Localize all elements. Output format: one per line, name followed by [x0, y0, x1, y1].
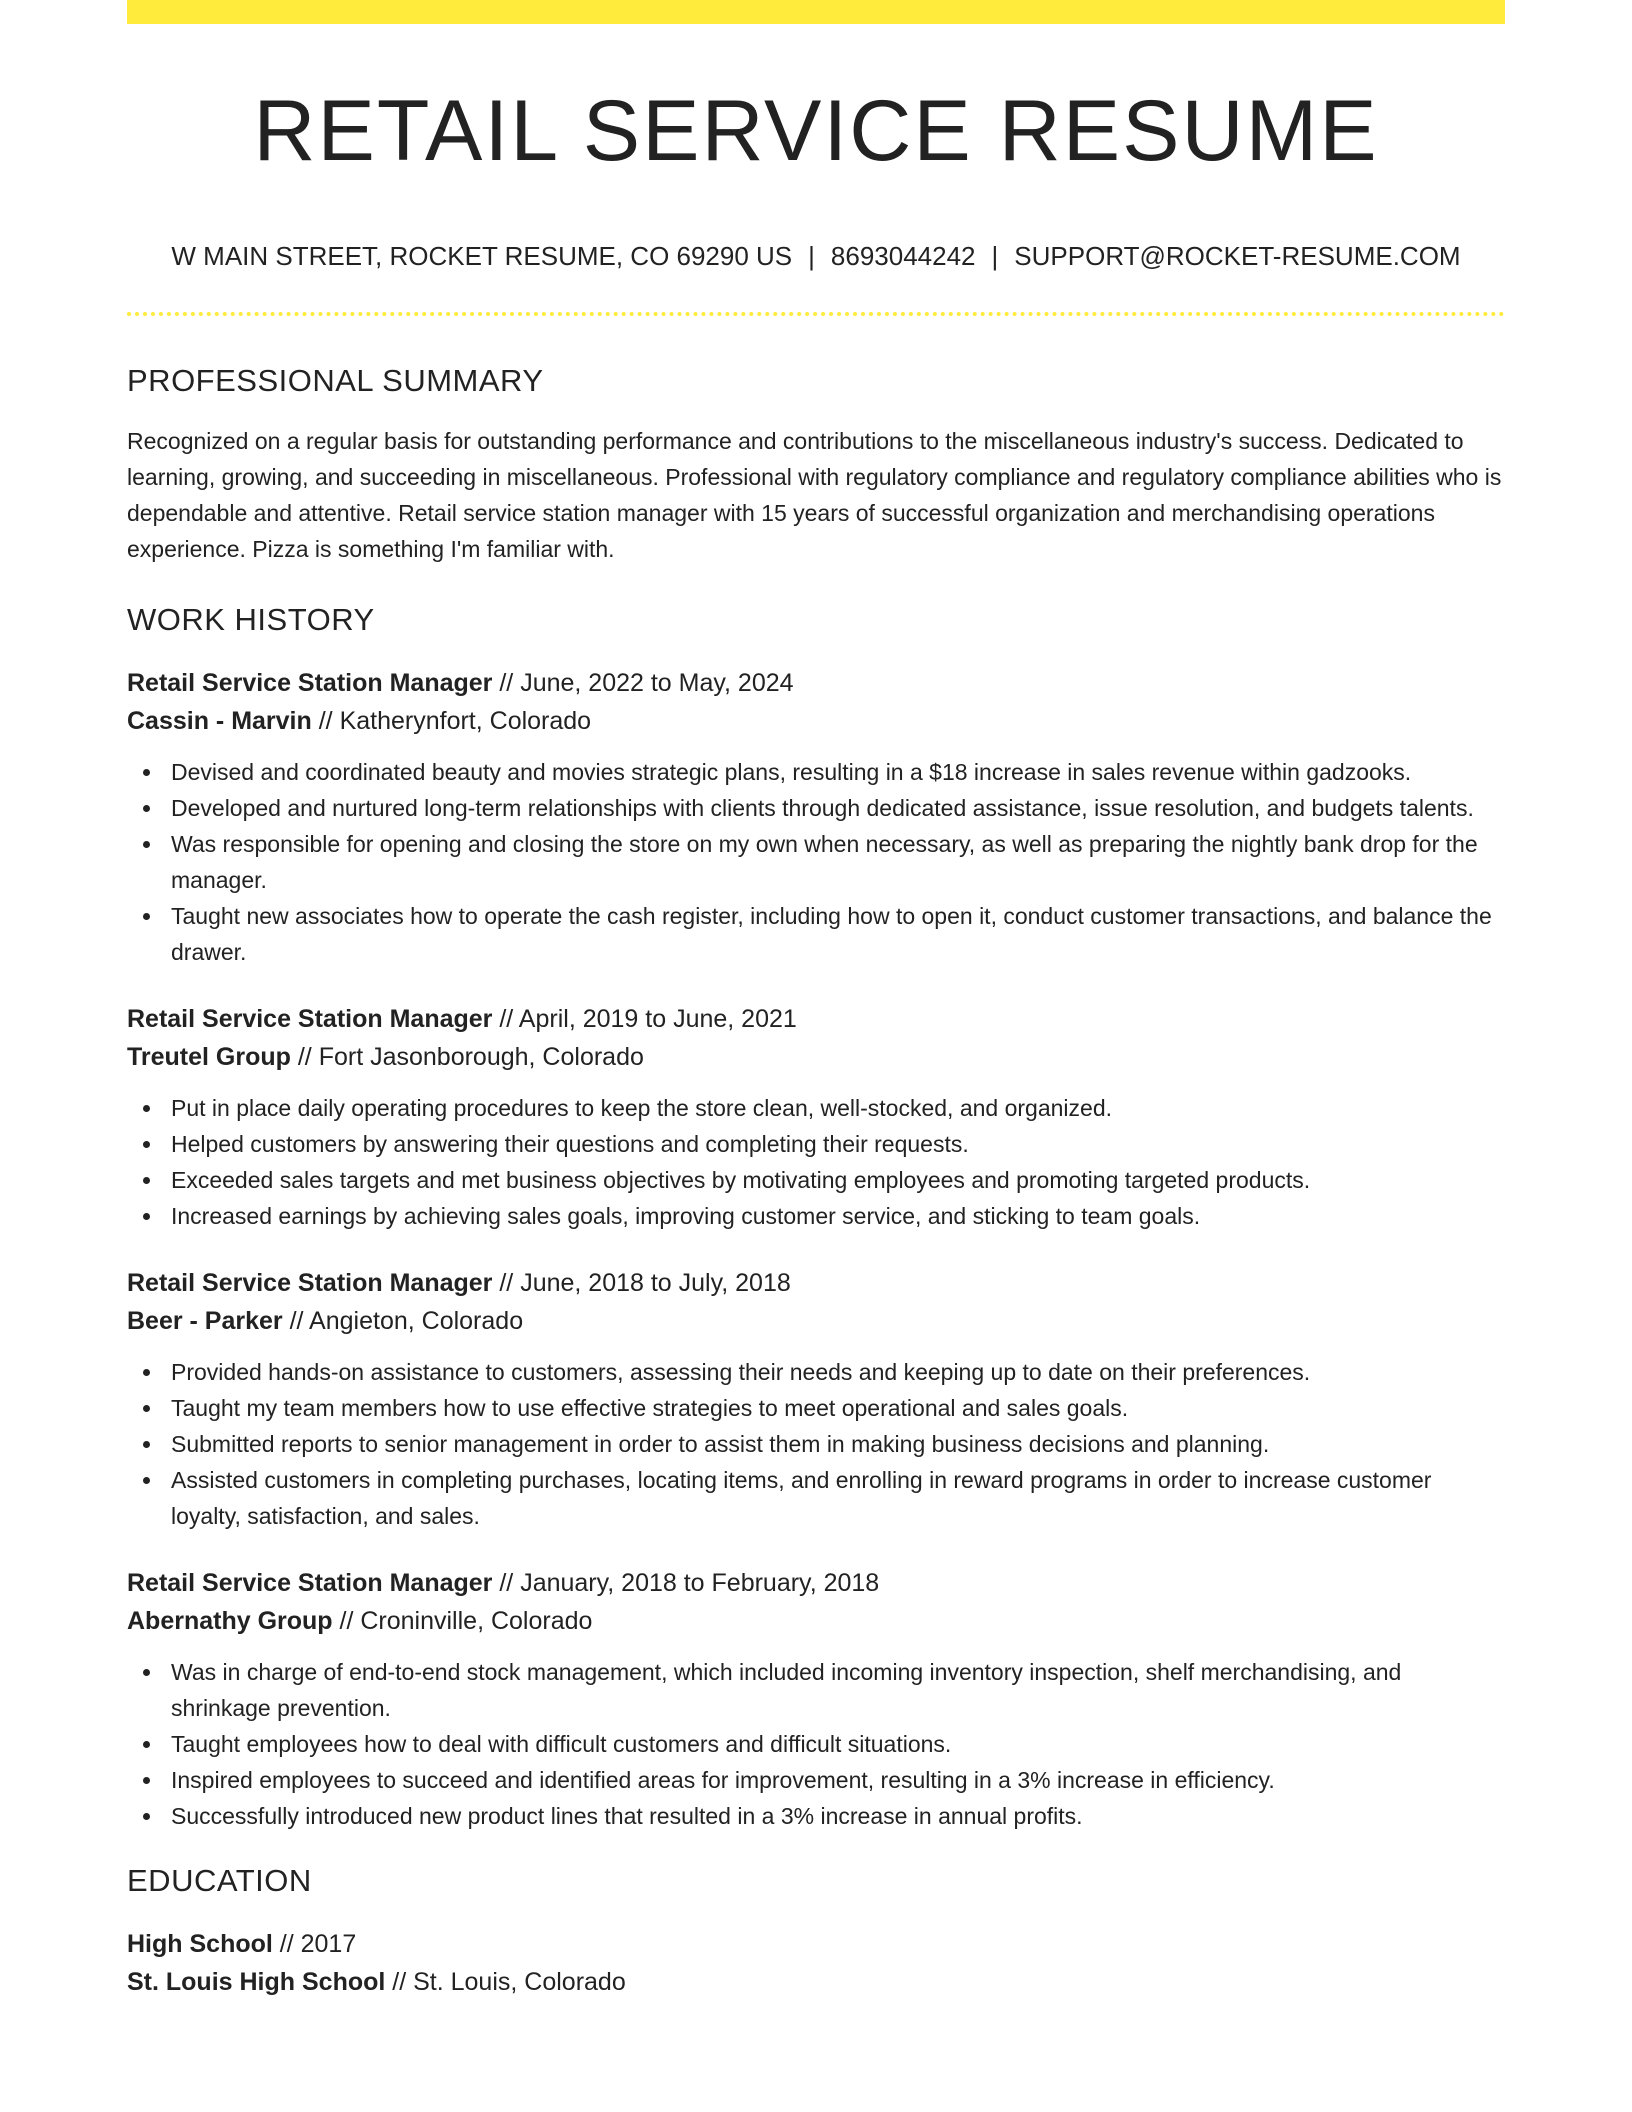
job-bullet-list	[127, 1354, 1505, 1534]
job-bullet: Taught employees how to deal with difficult customers and difficult situations.	[171, 1726, 1505, 1762]
job-company: Abernathy Group	[127, 1607, 333, 1636]
job-title-line	[127, 1000, 1505, 1038]
job-bullet: Taught my team members how to use effective strategies to meet operational and sales goals.	[171, 1390, 1505, 1426]
contact-email: SUPPORT@ROCKET-RESUME.COM	[1014, 240, 1461, 271]
education-degree: High School	[127, 1930, 273, 1959]
summary-text: Recognized on a regular basis for outstanding performance and contributions to the miscellaneous industry's success. Dedicated to learning, growing, and succeeding in miscellaneous. Professional with regulatory compliance and regulatory compliance abilities who is dependable and attentive. Retail service station manager with 15 years of successful organization and merchandising operations experience. Pizza is something I'm familiar with.	[127, 427, 1502, 562]
job-dates: // January, 2018 to February, 2018	[492, 1569, 880, 1598]
job-bullet-list	[127, 754, 1505, 970]
education-location: // St. Louis, Colorado	[385, 1968, 626, 1997]
job-bullet: Taught new associates how to operate the cash register, including how to open it, conduct customer transactions, and balance the drawer.	[171, 898, 1505, 970]
job-position: Retail Service Station Manager	[127, 669, 493, 698]
dotted-divider	[127, 312, 1505, 316]
job-company: Beer - Parker	[127, 1307, 283, 1336]
job-bullet: Increased earnings by achieving sales goals, improving customer service, and sticking to team goals.	[171, 1198, 1505, 1234]
job-position: Retail Service Station Manager	[127, 1005, 493, 1034]
resume-page	[127, 0, 1505, 2001]
job-location: // Croninville, Colorado	[332, 1607, 593, 1636]
job-dates: // April, 2019 to June, 2021	[492, 1005, 797, 1034]
job-company-line	[127, 1602, 1505, 1640]
education-school: St. Louis High School	[127, 1968, 386, 1997]
job-bullet: Successfully introduced new product lines that resulted in a 3% increase in annual profits.	[171, 1798, 1505, 1834]
job-bullet: Put in place daily operating procedures to keep the store clean, well-stocked, and organized.	[171, 1090, 1505, 1126]
summary-heading: PROFESSIONAL SUMMARY	[127, 362, 544, 398]
education-degree-line	[127, 1925, 1505, 1963]
job-title-line	[127, 1564, 1505, 1602]
job-location: // Fort Jasonborough, Colorado	[290, 1043, 644, 1072]
job-bullet: Provided hands-on assistance to customers, assessing their needs and keeping up to date on their preferences.	[171, 1354, 1505, 1390]
job-bullet: Developed and nurtured long-term relationships with clients through dedicated assistance, issue resolution, and budgets talents.	[171, 790, 1505, 826]
job-entry	[127, 1000, 1505, 1234]
work-history-heading: WORK HISTORY	[127, 601, 375, 637]
job-company: Treutel Group	[127, 1043, 291, 1072]
job-location: // Katherynfort, Colorado	[311, 707, 592, 736]
job-dates: // June, 2018 to July, 2018	[492, 1269, 791, 1298]
contact-phone: 8693044242	[830, 240, 976, 271]
job-company-line	[127, 1038, 1505, 1076]
job-position: Retail Service Station Manager	[127, 1569, 493, 1598]
job-bullet: Was responsible for opening and closing the store on my own when necessary, as well as preparing the nightly bank drop for the manager.	[171, 826, 1505, 898]
job-bullet-list	[127, 1654, 1505, 1834]
contact-line	[127, 241, 1505, 272]
job-position: Retail Service Station Manager	[127, 1269, 493, 1298]
job-bullet: Exceeded sales targets and met business objectives by motivating employees and promoting targeted products.	[171, 1162, 1505, 1198]
education-year: // 2017	[272, 1930, 357, 1959]
job-dates: // June, 2022 to May, 2024	[492, 669, 794, 698]
job-entry	[127, 1264, 1505, 1534]
job-bullet: Devised and coordinated beauty and movies strategic plans, resulting in a $18 increase in sales revenue within gadzooks.	[171, 754, 1505, 790]
accent-top-bar	[127, 0, 1505, 24]
job-bullet: Inspired employees to succeed and identified areas for improvement, resulting in a 3% increase in efficiency.	[171, 1762, 1505, 1798]
contact-address: W MAIN STREET, ROCKET RESUME, CO 69290 US	[171, 240, 793, 271]
job-entry	[127, 664, 1505, 970]
job-bullet: Submitted reports to senior management in order to assist them in making business decisions and planning.	[171, 1426, 1505, 1462]
job-bullet-list	[127, 1090, 1505, 1234]
education-heading: EDUCATION	[127, 1863, 312, 1899]
job-title-line	[127, 1264, 1505, 1302]
job-company: Cassin - Marvin	[127, 707, 312, 736]
job-company-line	[127, 1302, 1505, 1340]
job-bullet: Assisted customers in completing purchases, locating items, and enrolling in reward programs in order to increase customer loyalty, satisfaction, and sales.	[171, 1462, 1505, 1534]
education-school-line	[127, 1963, 1505, 2001]
job-company-line	[127, 702, 1505, 740]
resume-title: RETAIL SERVICE RESUME	[253, 83, 1379, 179]
job-entry	[127, 1564, 1505, 1834]
contact-separator: |	[808, 240, 815, 271]
job-bullet: Was in charge of end-to-end stock management, which included incoming inventory inspection, shelf merchandising, and shrinkage prevention.	[171, 1654, 1505, 1726]
job-bullet: Helped customers by answering their questions and completing their requests.	[171, 1126, 1505, 1162]
education-entry	[127, 1925, 1505, 2001]
job-location: // Angieton, Colorado	[282, 1307, 524, 1336]
job-title-line	[127, 664, 1505, 702]
contact-separator: |	[991, 240, 999, 271]
